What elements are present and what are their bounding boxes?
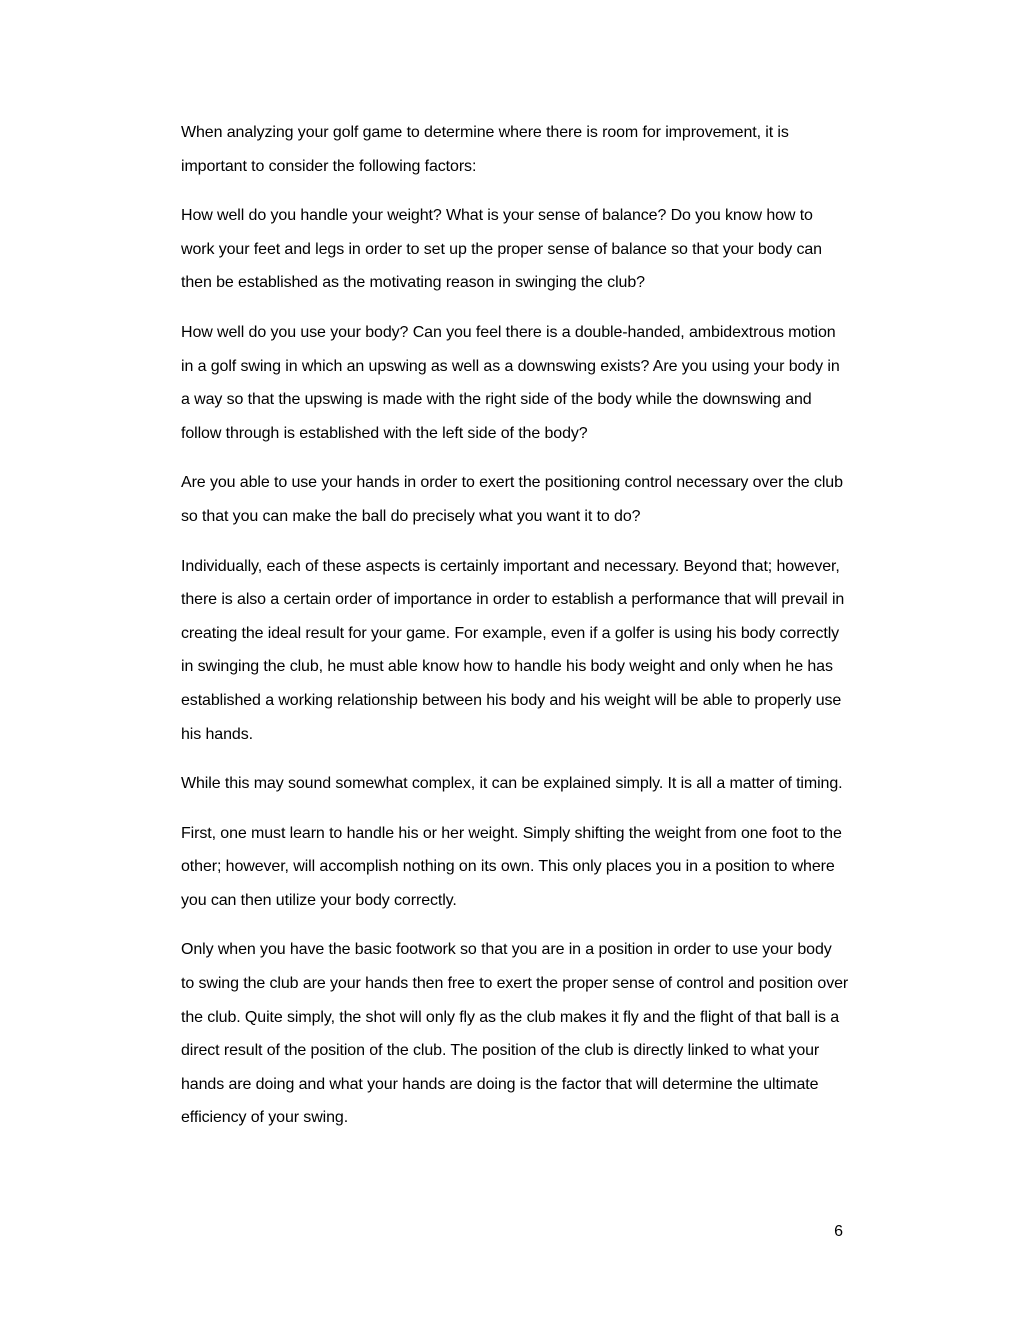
paragraph: First, one must learn to handle his or her weight. Simply shifting the weight from one foot to the other; however, will accomplish nothing on its own. This only places you in a position to where you can then utilize your body correctly.	[181, 824, 842, 909]
paragraph: Are you able to use your hands in order to exert the positioning control necessary over the club so that you can make the ball do precisely what you want it to do?	[181, 474, 843, 525]
paragraph: When analyzing your golf game to determine where there is room for improvement, it is important to consider the following factors:	[181, 124, 789, 175]
page-number: 6	[834, 1223, 843, 1240]
paragraph: While this may sound somewhat complex, it can be explained simply. It is all a matter of timing.	[181, 775, 843, 793]
paragraph: Only when you have the basic footwork so that you are in a position in order to use your body to swing the club are your hands then free to exert the proper sense of control and position over the club. Quite simply, the shot will only fly as the club makes it fly and the flight of that ball is a direct result of the position of the club. The position of the club is directly linked to what your hands are doing and what your hands are doing is the factor that will determine the ultimate efficiency of your swing.	[181, 941, 849, 1127]
body-text	[181, 116, 849, 1151]
paragraph: Individually, each of these aspects is certainly important and necessary. Beyond that; however, there is also a certain order of importance in order to establish a performance that will prevail in creating the ideal result for your game. For example, even if a golfer is using his body correctly in swinging the club, he must able know how to handle his body weight and only when he has established a working relationship between his body and his weight will be able to properly use his hands.	[181, 557, 845, 743]
paragraph: How well do you handle your weight? What is your sense of balance? Do you know how to work your feet and legs in order to set up the proper sense of balance so that your body can then be established as the motivating reason in swinging the club?	[181, 207, 822, 292]
paragraph: How well do you use your body? Can you feel there is a double-handed, ambidextrous motion in a golf swing in which an upswing as well as a downswing exists? Are you using your body in a way so that the upswing is made with the right side of the body while the downswing and follow through is established with the left side of the body?	[181, 323, 840, 442]
